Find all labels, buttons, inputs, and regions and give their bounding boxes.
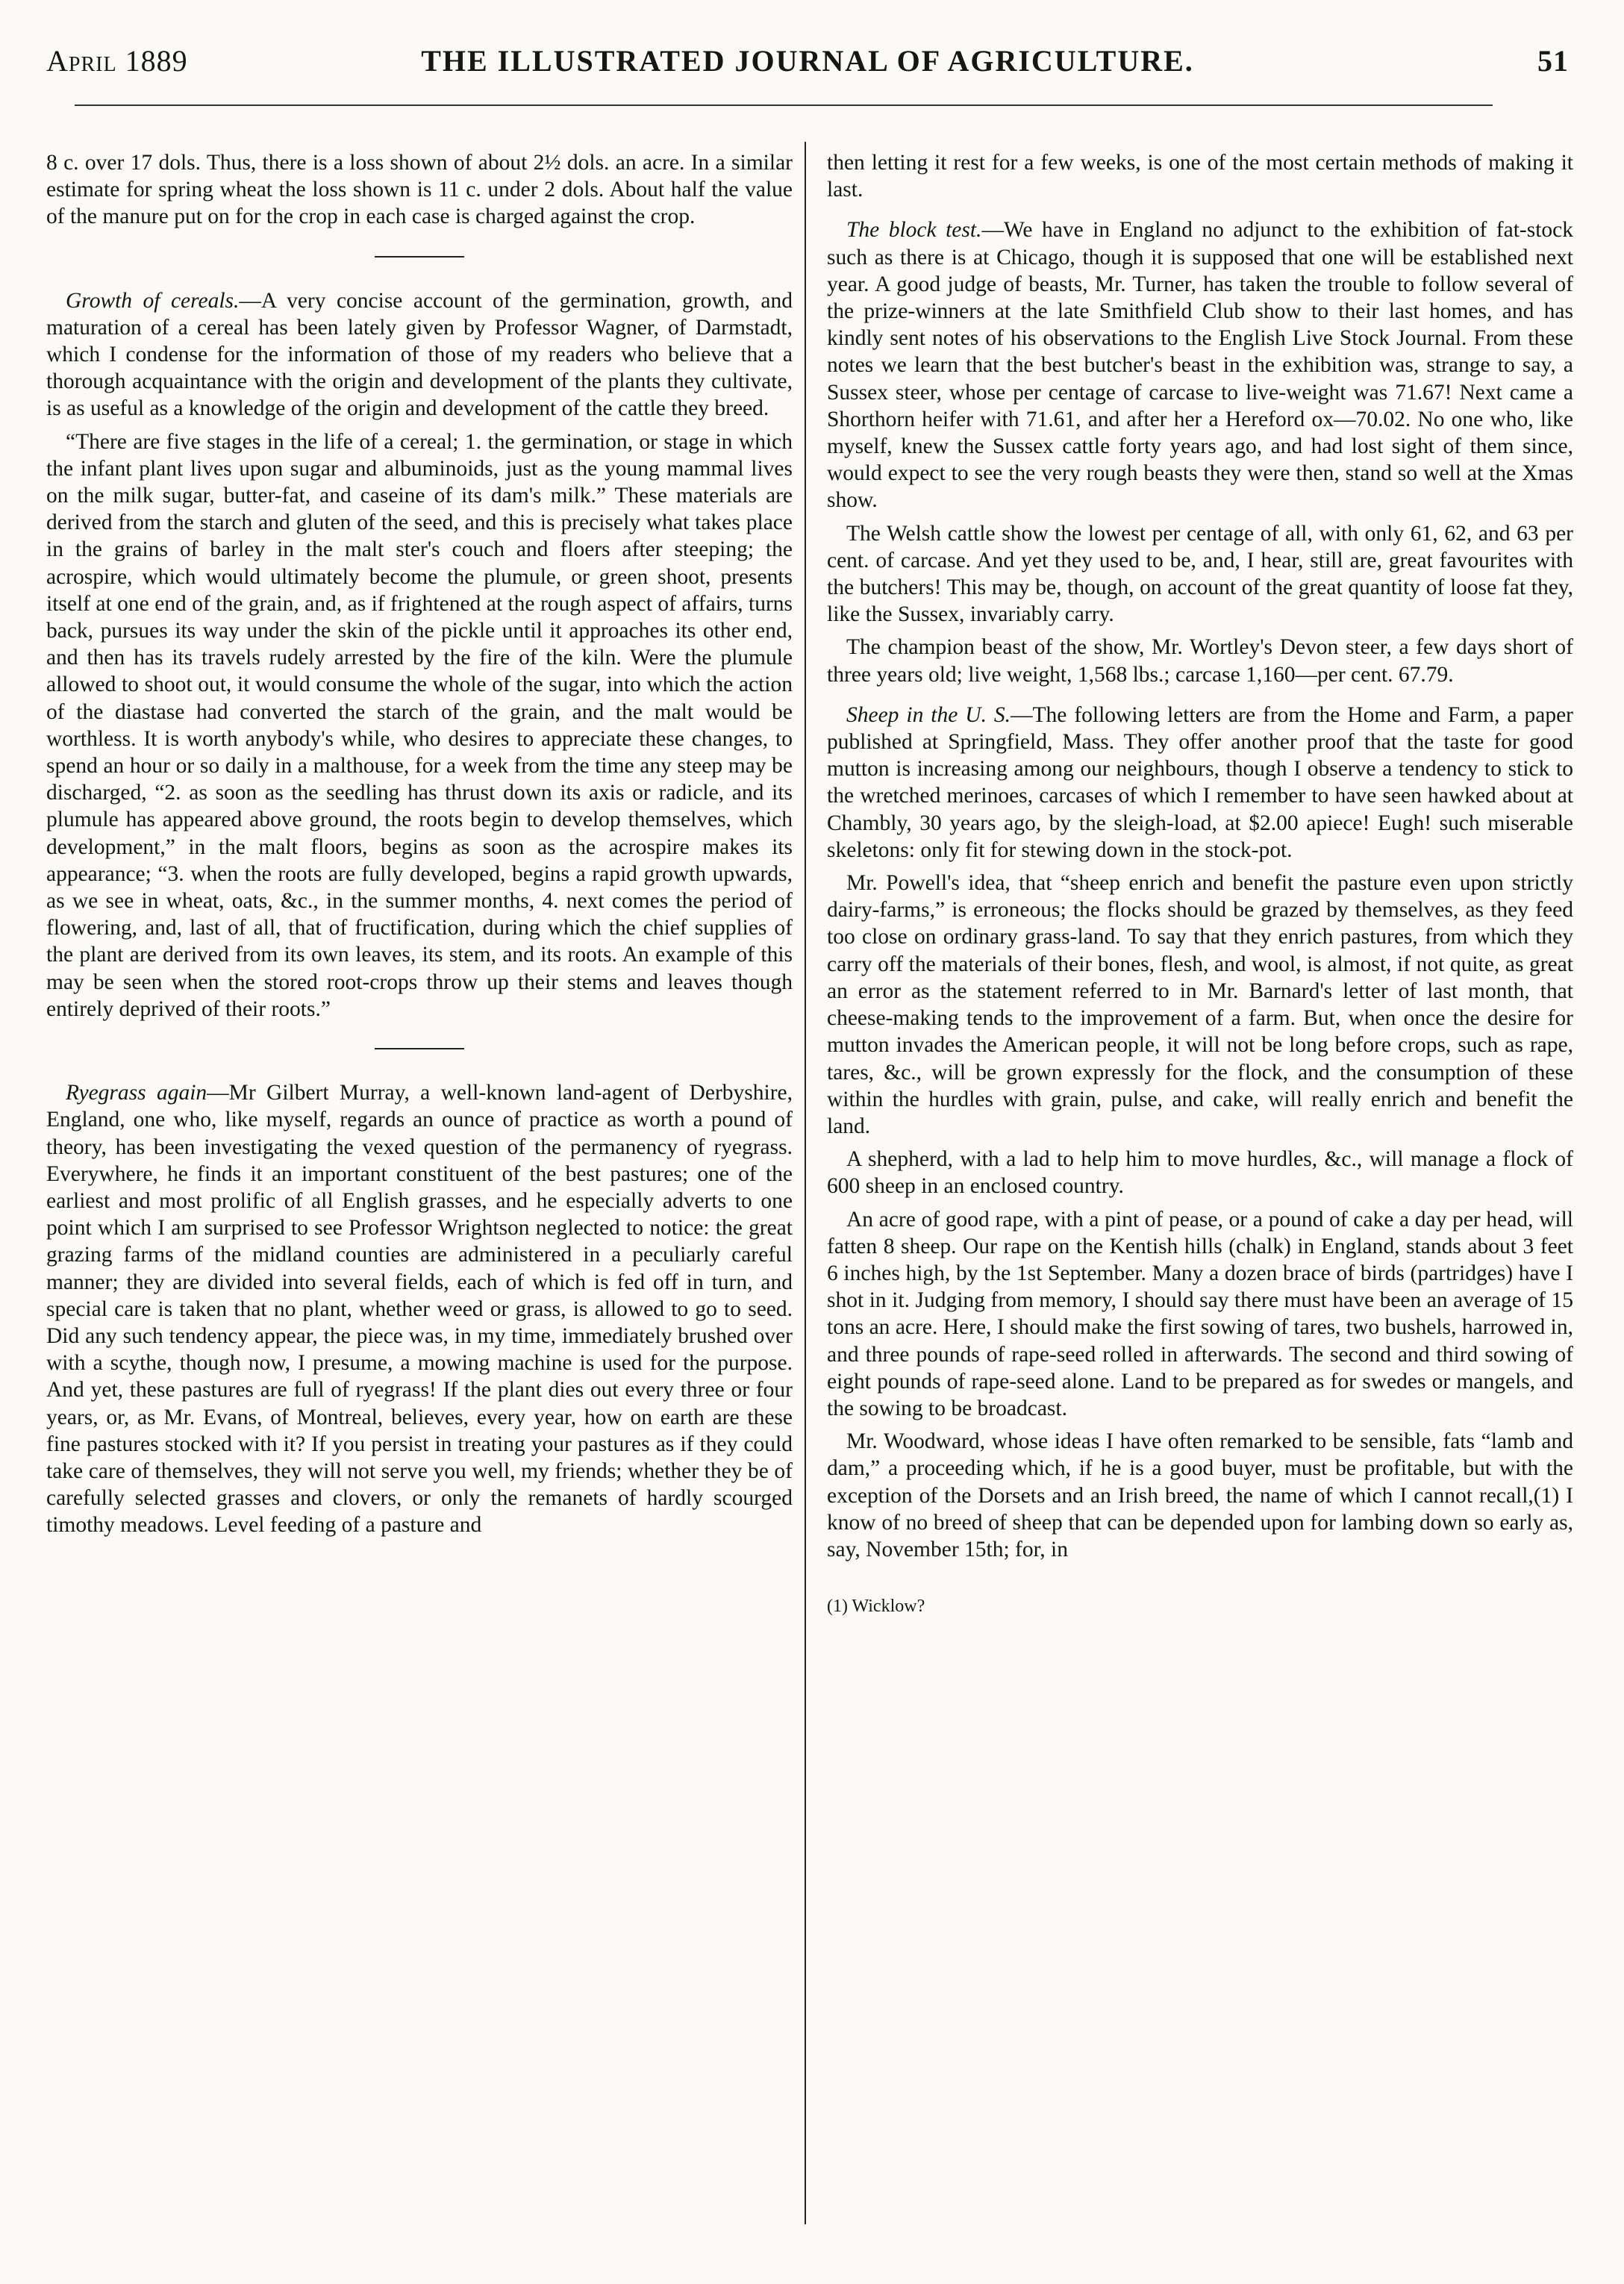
- article-ryegrass: [46, 1079, 793, 1538]
- paragraph: An acre of good rape, with a pint of pease, or a pound of cake a day per head, will fatten 8 sheep. Our rape on the Kentish hills (chalk) in England, stands about 3 feet 6 inches high, by the 1st September. Many a dozen brace of birds (partridges) have I shot in it. Judging from memory, I should say there must have been an average of 15 tons an acre. Here, I should make the first sowing of tares, two bushels, harrowed in, and three pounds of rape-seed rolled in afterwards. The second and third sowing of eight pounds of rape-seed alone. Land to be prepared as for swedes or mangels, and the sowing to be broadcast.: [827, 1207, 1573, 1420]
- issue-date: April 1889: [46, 44, 188, 78]
- paragraph: then letting it rest for a few weeks, is one of the most certain methods of making it last.: [827, 151, 1573, 202]
- paragraph: —We have in England no adjunct to the exhibition of fat-stock such as there is at Chicago, though it is supposed that one will be established next year. A good judge of beasts, Mr. Turner, has taken the trouble to follow several of the prize-winners at the late Smithfield Club show to their last homes, and has kindly sent notes of his observations to the English Live Stock Journal. From these notes we learn that the best butcher's beast in the exhibition was, strange to say, a Sussex steer, whose per centage of carcase to live-weight was 71.67! Next came a Shorthorn heifer with 71.61, and after her a Hereford ox—70.02. No one who, like myself, knew the Sussex cattle forty years ago, and had lost sight of them since, would expect to see the very rough beasts they were then, stand so well at the Xmas show.: [827, 218, 1573, 513]
- article-title: Growth of cereals.: [66, 288, 240, 313]
- paragraph: —The following letters are from the Home and Farm, a paper published at Springfield, Mass. They offer another proof that the taste for good mutton is increasing among our neighbours, though I observe a tendency to stick to the wretched merinoes, carcases of which I remember to have seen hawked about at Chambly, 30 years ago, by the sleigh-load, at $2.00 apiece! Eugh! such miserable skeletons: only fit for stewing down in the stock-pot.: [827, 702, 1573, 862]
- paragraph: Mr. Woodward, whose ideas I have often remarked to be sensible, fats “lamb and dam,” a proceeding which, if he is a good buyer, must be profitable, but with the exception of the Dorsets and an Irish breed, the name of which I cannot recall,(1) I know of no breed of sheep that can be depended upon for lambing down so early as, say, November 15th; for, in: [827, 1429, 1573, 1561]
- column-divider: [805, 142, 806, 2224]
- article-title: Sheep in the U. S.: [846, 702, 1011, 727]
- paragraph: 8 c. over 17 dols. Thus, there is a loss shown of about 2½ dols. an acre. In a similar estimate for spring wheat the loss shown is 11 c. under 2 dols. About half the value of the manure put on for the crop in each case is charged against the crop.: [46, 151, 793, 229]
- article-title: Ryegrass again: [66, 1081, 207, 1105]
- right-column: [827, 149, 1573, 1626]
- footnote: (1) Wicklow?: [827, 1597, 925, 1617]
- paragraph: The Welsh cattle show the lowest per centage of all, with only 61, 62, and 63 per cent. of carcase. And yet they used to be, and, I hear, still are, great favourites with the butchers! This may be, though, on account of the great quantity of loose fat they, like the Sussex, invariably carry.: [827, 521, 1573, 627]
- journal-title: THE ILLUSTRATED JOURNAL OF AGRICULTURE.: [421, 44, 1194, 78]
- left-column: [46, 149, 793, 1545]
- paragraph: —A very concise account of the germination, growth, and maturation of a cereal has been lately given by Professor Wagner, of Darmstadt, which I condense for the information of those of my readers who believe that a thorough acquaintance with the origin and development of the plants they cultivate, is as useful as a knowledge of the origin and development of the cattle they breed.: [46, 288, 793, 421]
- paragraph: Mr. Powell's idea, that “sheep enrich and benefit the pasture even upon strictly dairy-farms,” is erroneous; the flocks should be grazed by themselves, as they feed too close on ordinary grass-land. To say that they enrich pastures, from which they carry off the materials of their bones, flesh, and wool, is almost, if not quite, as great an error as the statement referred to in Mr. Barnard's letter of last month, that cheese-making tends to the improvement of a farm. But, when once the desire for mutton invades the American people, it will not be long before crops, such as rape, tares, &c., will be grown expressly for the flock, and the consumption of these within the hurdles with grain, pulse, and cake, will really enrich and benefit the land.: [827, 871, 1573, 1138]
- section-rule: [375, 256, 464, 258]
- paragraph: —Mr Gilbert Murray, a well-known land-agent of Derbyshire, England, one who, like myself, regards an ounce of practice as worth a pound of theory, has been investigating the vexed question of the permanency of ryegrass. Everywhere, he finds it an important constituent of the best pastures; one of the earliest and most prolific of all English grasses, and he especially adverts to one point which I am surprised to see Professor Wrightson neglected to notice: the great grazing farms of the midland counties are administered in a peculiarly careful manner; they are divided into several fields, each of which is fed off in turn, and special care is taken that no plant, whether weed or grass, is allowed to go to seed. Did any such tendency appear, the piece was, in my time, immediately brushed over with a scythe, though now, I presume, a mowing machine is used for the purpose. And yet, these pastures are full of ryegrass! If the plant dies out every three or four years, or, as Mr. Evans, of Montreal, believes, every year, how on earth are these fine pastures stocked with it? If you persist in treating your pastures as if they could take care of themselves, they will not serve you well, my friends; whether they be of carefully selected grasses and clovers, or only the remanets of hardly scourged timothy meadows. Level feeding of a pasture and: [46, 1081, 793, 1538]
- article-title: The block test.: [846, 218, 982, 243]
- page-header: [46, 43, 1569, 88]
- header-rule: [75, 104, 1493, 106]
- page-number: 51: [1537, 44, 1569, 78]
- paragraph: A shepherd, with a lad to help him to move hurdles, &c., will manage a flock of 600 sheep in an enclosed country.: [827, 1147, 1573, 1199]
- article-block-test: [827, 216, 1573, 514]
- paragraph: The champion beast of the show, Mr. Wortley's Devon steer, a few days short of three years old; live weight, 1,568 lbs.; carcase 1,160—per cent. 67.79.: [827, 635, 1573, 687]
- paragraph: “There are five stages in the life of a cereal; 1. the germination, or stage in which the infant plant lives upon sugar and albuminoids, just as the young mammal lives on the milk sugar, butter-fat, and caseine of its dam's milk.” These materials are derived from the starch and gluten of the seed, and this is precisely what takes place in the grains of barley in the malt ster's couch and floers after steeping; the acrospire, which would ultimately become the plumule, or green shoot, presents itself at one end of the grain, and, as if frightened at the rough aspect of affairs, turns back, pursues its way under the skin of the pickle until it approaches its other end, and then has its travels rudely arrested by the fire of the kiln. Were the plumule allowed to shoot out, it would consume the whole of the sugar, into which the action of the diastase had converted the starch of the grain, and the malt would be worthless. It is worth anybody's while, who desires to appreciate these changes, to spend an hour or so daily in a malthouse, for a week from the time any steep may be discharged, “2. as soon as the seedling has thrust down its axis or radicle, and its plumule has appeared above ground, the roots begin to develop themselves, which development,” in the malt floors, begins as soon as the acrospire makes its appearance; “3. when the roots are fully developed, begins a rapid growth upwards, as we see in wheat, oats, &c., in the summer months, 4. next comes the period of flowering, and, last of all, that of fructification, during which the chief supplies of the plant are derived from its own leaves, its stem, and its roots. An example of this may be seen when the stored root-crops throw up their stems and leaves though entirely deprived of their roots.”: [46, 429, 793, 1021]
- section-rule: [375, 1048, 464, 1049]
- article-cereals: [46, 287, 793, 422]
- article-sheep: [827, 702, 1573, 864]
